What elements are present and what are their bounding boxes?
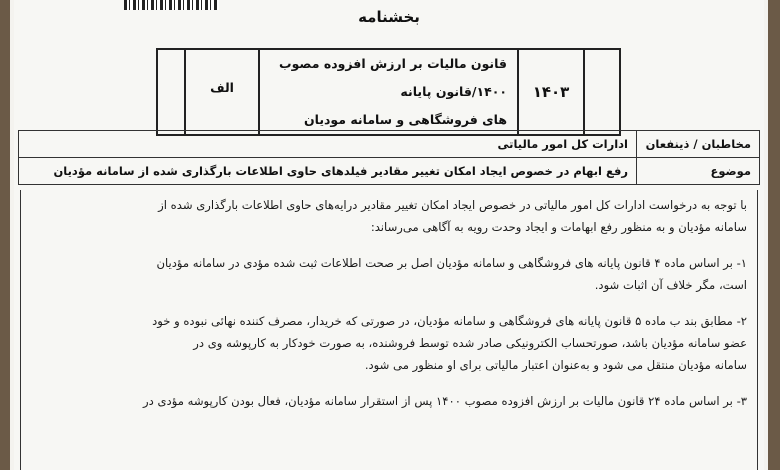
recipients-label: مخاطبان / ذینفعان <box>637 131 760 158</box>
header-table <box>156 48 621 136</box>
header-blank-cell <box>584 49 620 135</box>
circular-subject: قانون مالیات بر ارزش افزوده مصوب ۱۴۰۰/قانون پایانه های فروشگاهی و سامانه مودیان <box>259 49 518 135</box>
topic-label: موضوع <box>637 158 760 185</box>
info-table <box>18 130 760 185</box>
topic-value: رفع ابهام در خصوص ایجاد امکان تغییر مقادیر فیلدهای حاوی اطلاعات بارگذاری شده از سامانه مؤدیان <box>19 158 637 185</box>
document-title: بخشنامه <box>358 8 420 26</box>
item-2: ۲- مطابق بند ب ماده ۵ قانون پایانه های فروشگاهی و سامانه مؤدیان، در صورتی که خریدار، مصرف کننده نهائی نبوده و خود عضو سامانه مؤدیان باشد، صورتحساب الکترونیکی صادر شده توسط فروشنده، به صورت خودکار به کارپوشه وی در سامانه مؤدیان منتقل می شود و به‌عنوان اعتبار مالیاتی برای او منظور می شود. <box>152 314 747 372</box>
intro-paragraph: با توجه به درخواست ادارات کل امور مالیاتی در خصوص ایجاد امکان تغییر مقادیر درایه‌های حاوی اطلاعات بارگذاری شده از سامانه مؤدیان و به منظور رفع ابهامات و ایجاد وحدت رویه به آگاهی می‌رساند: <box>158 198 747 234</box>
circular-category: الف <box>185 49 259 135</box>
item-1: ۱- بر اساس ماده ۴ قانون پایانه های فروشگاهی و سامانه مؤدیان اصل بر صحت اطلاعات ثبت شده مؤدی در سامانه مؤدیان است، مگر خلاف آن اثبات شود. <box>156 256 747 292</box>
item-3: ۳- بر اساس ماده ۲۴ قانون مالیات بر ارزش افزوده مصوب ۱۴۰۰ پس از استقرار سامانه مؤدیان، فعال بودن کارپوشه مؤدی در <box>143 394 747 408</box>
document-body <box>20 190 758 470</box>
recipients-value: ادارات کل امور مالیاتی <box>19 131 637 158</box>
circular-number: ۱۴۰۳ <box>518 49 584 135</box>
document-page <box>14 0 764 470</box>
header-blank-cell-2 <box>157 49 185 135</box>
